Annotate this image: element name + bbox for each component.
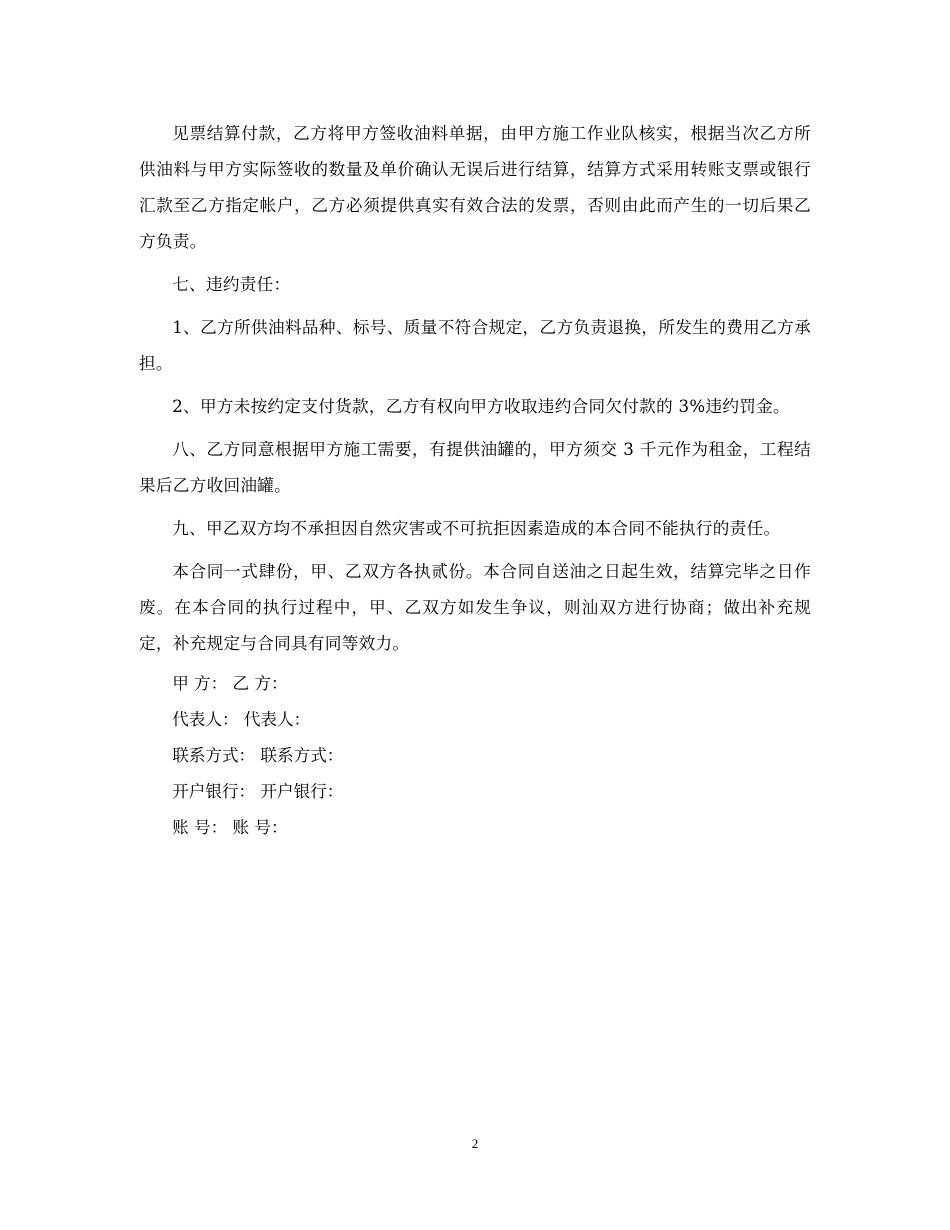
- signature-contact: 联系方式： 联系方式：: [172, 746, 344, 765]
- document-body: [139, 116, 811, 849]
- paragraph-settlement: 见票结算付款，乙方将甲方签收油料单据，由甲方施工作业队核实，根据当次乙方所供油料与甲方实际签收的数量及单价确认无误后进行结算，结算方式采用转账支票或银行汇款至乙方指定帐户，乙方必须提供真实有效合法的发票，否则由此而产生的一切后果乙方负责。: [139, 124, 811, 251]
- paragraph-breach-item-1: 1、乙方所供油料品种、标号、质量不符合规定，乙方负责退换，所发生的费用乙方承担。: [139, 318, 811, 373]
- paragraph-copies-validity: 本合同一式肆份，甲、乙双方各执贰份。本合同自送油之日起生效，结算完毕之日作废。在本合同的执行过程中，甲、乙双方如发生争议，则汕双方进行协商；做出补充规定，补充规定与合同具有同等效力。: [139, 562, 811, 653]
- page-number: 2: [471, 1136, 479, 1151]
- signature-party: 甲 方： 乙 方：: [172, 674, 288, 693]
- signature-account: 账 号： 账 号：: [172, 818, 288, 837]
- heading-breach-liability: 七、违约责任：: [172, 275, 291, 294]
- signature-representative: 代表人： 代表人：: [172, 710, 311, 729]
- signature-bank: 开户银行： 开户银行：: [172, 782, 344, 801]
- paragraph-clause-8: 八、乙方同意根据甲方施工需要，有提供油罐的，甲方须交 3 千元作为租金，工程结果后乙方收回油罐。: [139, 440, 811, 495]
- signature-block: [139, 669, 811, 842]
- paragraph-breach-item-2: 2、甲方未按约定支付货款，乙方有权向甲方收取违约合同欠付款的 3%违约罚金。: [172, 397, 790, 416]
- paragraph-clause-9: 九、甲乙双方均不承担因自然灾害或不可抗拒因素造成的本合同不能执行的责任。: [172, 519, 781, 538]
